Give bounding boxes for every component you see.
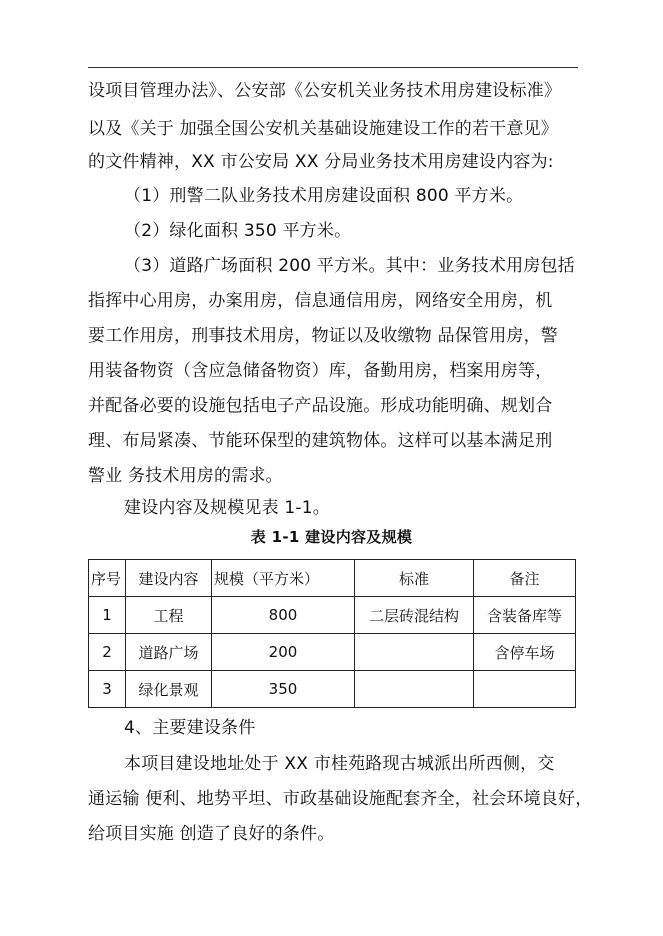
item3-line-2: 指挥中心用房，办案用房，信息通信用房，网络安全用房，机	[88, 291, 553, 311]
table-cell: 3	[89, 671, 126, 708]
intro-line-2: 以及《关于 加强全国公安机关基础设施建设工作的若干意见》	[88, 119, 559, 139]
table-header-cell: 备注	[474, 560, 576, 597]
table-cell: 1	[89, 597, 126, 634]
intro-line-1: 设项目管理办法》、公安部《公安机关业务技术用房建设标准》	[88, 81, 562, 101]
table-cell	[355, 634, 474, 671]
table-cell: 350	[212, 671, 355, 708]
table-cell: 含停车场	[474, 634, 576, 671]
table-cell: 200	[212, 634, 355, 671]
table-cell: 绿化景观	[126, 671, 212, 708]
conditions-line-3: 给项目实施 创造了良好的条件。	[88, 824, 335, 844]
table-cell: 工程	[126, 597, 212, 634]
item3-line-1: （3）道路广场面积 200 平方米。其中：业务技术用房包括	[124, 256, 575, 276]
item3-line-4: 用装备物资（含应急储备物资）库，备勤用房，档案用房等，	[88, 361, 553, 381]
table-cell: 含装备库等	[474, 597, 576, 634]
table-header-cell: 规模（平方米）	[212, 560, 355, 597]
item-1: （1）刑警二队业务技术用房建设面积 800 平方米。	[124, 186, 524, 206]
table-title: 表 1-1 建设内容及规模	[250, 528, 413, 546]
conditions-line-2: 通运输 便利、地势平坦、市政基础设施配套齐全，社会环境良好，	[88, 789, 593, 809]
conditions-line-1: 本项目建设地址处于 XX 市桂苑路现古城派出所西侧，交	[124, 754, 555, 774]
item3-line-5: 并配备必要的设施包括电子产品设施。形成功能明确、规划合	[88, 396, 553, 416]
intro-line-3: 的文件精神，XX 市公安局 XX 分局业务技术用房建设内容为:	[88, 152, 554, 172]
item-2: （2）绿化面积 350 平方米。	[124, 221, 352, 241]
section-heading: 4、主要建设条件	[124, 718, 256, 738]
construction-scale-table	[88, 559, 576, 708]
table-reference: 建设内容及规模见表 1-1。	[124, 498, 330, 518]
table-cell	[355, 671, 474, 708]
table-row	[89, 597, 576, 634]
table-cell: 道路广场	[126, 634, 212, 671]
header-rule	[88, 67, 578, 68]
table-row	[89, 671, 576, 708]
table-cell: 800	[212, 597, 355, 634]
item3-line-7: 警业 务技术用房的需求。	[88, 466, 283, 486]
table-cell: 二层砖混结构	[355, 597, 474, 634]
table-row	[89, 634, 576, 671]
table-header-cell: 标准	[355, 560, 474, 597]
item3-line-6: 理、布局紧凑、节能环保型的建筑物体。这样可以基本满足刑	[88, 431, 553, 451]
table-header-row	[89, 560, 576, 597]
table-header-cell: 序号	[89, 560, 126, 597]
table-cell: 2	[89, 634, 126, 671]
table-header-cell: 建设内容	[126, 560, 212, 597]
table-cell	[474, 671, 576, 708]
item3-line-3: 要工作用房，刑事技术用房，物证以及收缴物 品保管用房，警	[88, 326, 559, 346]
